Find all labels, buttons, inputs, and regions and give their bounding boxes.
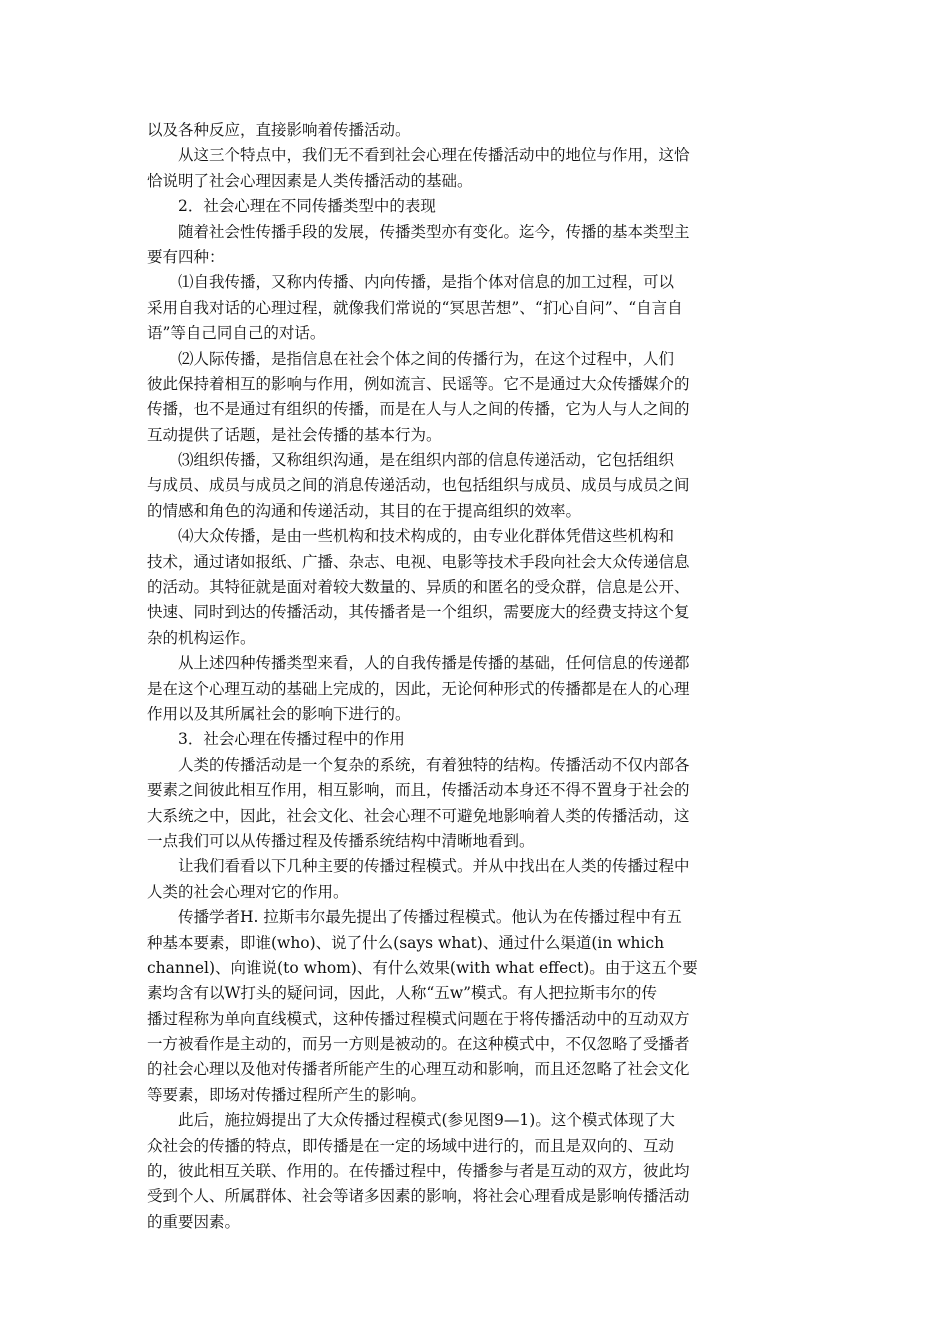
text-line: 一点我们可以从传播过程及传播系统结构中清晰地看到。 xyxy=(147,831,535,850)
text-line: 等要素，即场对传播过程所产生的影响。 xyxy=(147,1085,427,1104)
text-line: 从这三个特点中，我们无不看到社会心理在传播活动中的地位与作用，这恰 xyxy=(178,146,690,165)
text-line: 传播学者H. 拉斯韦尔最先提出了传播过程模式。他认为在传播过程中有五 xyxy=(178,908,682,927)
text-line: 快速、同时到达的传播活动，其传播者是一个组织，需要庞大的经费支持这个复 xyxy=(147,603,690,622)
text-line: 的，彼此相互关联、作用的。在传播过程中，传播参与者是互动的双方，彼此均 xyxy=(147,1162,690,1181)
text-line: 是在这个心理互动的基础上完成的，因此，无论何种形式的传播都是在人的心理 xyxy=(147,679,690,698)
text-line: ⑶组织传播，又称组织沟通，是在组织内部的信息传递活动，它包括组织 xyxy=(178,451,675,470)
text-line: 此后，施拉姆提出了大众传播过程模式(参见图9—1)。这个模式体现了大 xyxy=(178,1111,675,1130)
text-line: 播过程称为单向直线模式，这种传播过程模式问题在于将传播活动中的互动双方 xyxy=(147,1009,690,1028)
text-line: 的社会心理以及他对传播者所能产生的心理互动和影响，而且还忽略了社会文化 xyxy=(147,1060,690,1079)
text-line: 种基本要素，即谁(who)、说了什么(says what)、通过什么渠道(in which xyxy=(147,933,665,952)
text-line: 让我们看看以下几种主要的传播过程模式。并从中找出在人类的传播过程中 xyxy=(178,857,690,876)
text-line: 3．社会心理在传播过程中的作用 xyxy=(178,730,405,749)
text-line: 要素之间彼此相互作用，相互影响，而且，传播活动本身还不得不置身于社会的 xyxy=(147,781,690,800)
text-line: ⑷大众传播，是由一些机构和技术构成的，由专业化群体凭借这些机构和 xyxy=(178,527,675,546)
text-line: 人类的社会心理对它的作用。 xyxy=(147,882,349,901)
text-line: 彼此保持着相互的影响与作用，例如流言、民谣等。它不是通过大众传播媒介的 xyxy=(147,374,690,393)
text-line: 一方被看作是主动的，而另一方则是被动的。在这种模式中，不仅忽略了受播者 xyxy=(147,1035,690,1054)
text-line: 杂的机构运作。 xyxy=(147,628,256,647)
text-line: 采用自我对话的心理过程，就像我们常说的“冥思苦想”、“扪心自问”、“自言自 xyxy=(147,298,683,317)
text-line: 语”等自己同自己的对话。 xyxy=(147,324,326,343)
text-line: 恰说明了社会心理因素是人类传播活动的基础。 xyxy=(147,171,473,190)
text-line: 技术，通过诸如报纸、广播、杂志、电视、电影等技术手段向社会大众传递信息 xyxy=(147,552,690,571)
document-page xyxy=(147,118,787,1235)
text-line: 人类的传播活动是一个复杂的系统，有着独特的结构。传播活动不仅内部各 xyxy=(178,755,690,774)
text-line: 的重要因素。 xyxy=(147,1212,241,1231)
text-line: 传播，也不是通过有组织的传播，而是在人与人之间的传播，它为人与人之间的 xyxy=(147,400,690,419)
text-line: channel)、向谁说(to whom)、有什么效果(with what effect)。由于这五个要 xyxy=(147,958,698,977)
text-line: 素均含有以W打头的疑问词，因此，人称“五w”模式。有人把拉斯韦尔的传 xyxy=(147,984,658,1003)
text-line: 从上述四种传播类型来看，人的自我传播是传播的基础，任何信息的传递都 xyxy=(178,654,690,673)
text-line: ⑴自我传播，又称内传播、内向传播，是指个体对信息的加工过程，可以 xyxy=(178,273,675,292)
text-line: 要有四种： xyxy=(147,247,225,266)
text-line: 的情感和角色的沟通和传递活动，其目的在于提高组织的效率。 xyxy=(147,501,582,520)
text-line: 作用以及其所属社会的影响下进行的。 xyxy=(147,704,411,723)
text-line: 的活动。其特征就是面对着较大数量的、异质的和匿名的受众群，信息是公开、 xyxy=(147,578,690,597)
text-line: 大系统之中，因此，社会文化、社会心理不可避免地影响着人类的传播活动，这 xyxy=(147,806,690,825)
text-line: ⑵人际传播，是指信息在社会个体之间的传播行为，在这个过程中，人们 xyxy=(178,349,675,368)
text-line: 随着社会性传播手段的发展，传播类型亦有变化。迄今，传播的基本类型主 xyxy=(178,222,690,241)
text-line: 受到个人、所属群体、社会等诸多因素的影响，将社会心理看成是影响传播活动 xyxy=(147,1187,690,1206)
text-line: 以及各种反应，直接影响着传播活动。 xyxy=(147,121,411,139)
text-line: 众社会的传播的特点，即传播是在一定的场域中进行的，而且是双向的、互动 xyxy=(147,1136,675,1155)
text-line: 2．社会心理在不同传播类型中的表现 xyxy=(178,197,436,216)
text-line: 互动提供了话题，是社会传播的基本行为。 xyxy=(147,425,442,444)
text-line: 与成员、成员与成员之间的消息传递活动，也包括组织与成员、成员与成员之间 xyxy=(147,476,690,495)
